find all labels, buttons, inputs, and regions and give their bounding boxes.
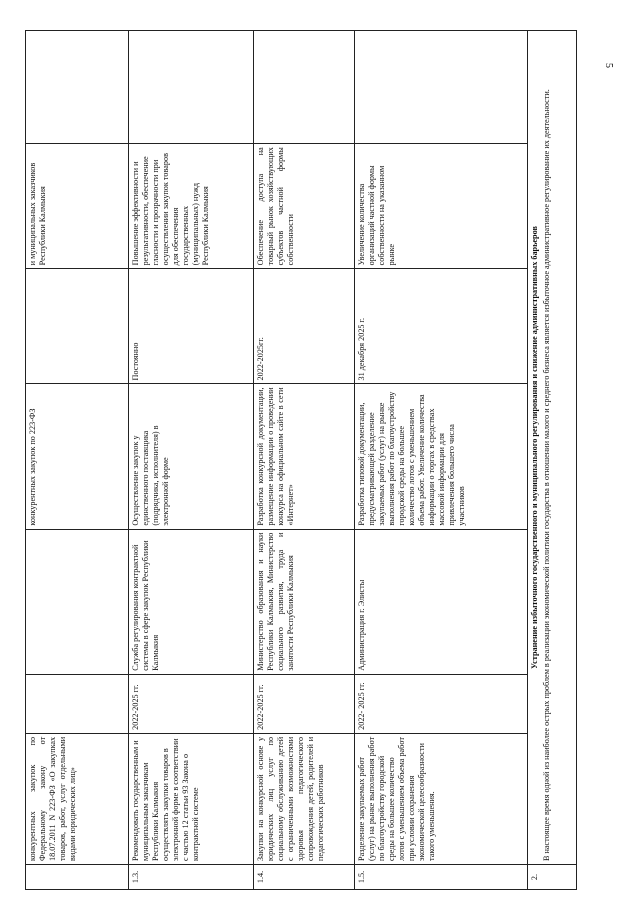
effect-cell: Обеспечение доступа на товарный рынок хозяйствующих субъектов частной формы собственности	[254, 144, 355, 269]
section-title: Устранение избыточного государственного и муниципального регулирования и снижение административных барьеров	[530, 226, 539, 669]
period-cell: 31 декабря 2025 г.	[355, 269, 528, 384]
measure-cell: Закупки на конкурсной основе у юридических лиц услуг по социальному обслуживанию детей с ограниченными возможностями здоровья педагогического сопровождения детей, родителей и педагогических работников	[254, 733, 355, 864]
executor-cell: Администрация г. Элисты	[355, 529, 528, 674]
effect-cell: Повышение эффективности и результативности, обеспечение гласности и прозрачности при осуществлении закупок товаров для обеспечения государственных (муниципальных) нужд Республики Калмыкия	[129, 144, 254, 269]
period-cell: 2022-2025гг.	[254, 269, 355, 384]
row-number	[26, 864, 129, 889]
section-cell	[528, 31, 577, 865]
effect-cell: и муниципальных заказчиков Республики Калмыкия	[26, 144, 129, 269]
executor-cell: Служба регулирования контрактной системы в сфере закупок Республики Калмыкия	[129, 529, 254, 674]
indicator-cell	[254, 31, 355, 144]
term-cell: 2022- 2025 гг.	[355, 674, 528, 733]
period-cell: Постоянно	[129, 269, 254, 384]
executor-cell: Министерство образования и науки Республики Калмыкия, Министерство социального развития, труда и занятости Республики Калмыкия	[254, 529, 355, 674]
section-number: 2.	[528, 864, 577, 889]
result-cell: Разработка типовой документации, предусматривающей разделение закупаемых работ (услуг) на рынке выполнения работ по благоустройству городской среды на большее количество лотов с уменьшением объема работ. Увеличение количества информации о торгах в средствах массовой информации для привлечения большего числа участников	[355, 384, 528, 529]
table-row	[355, 31, 528, 890]
row-number: 1.5.	[355, 864, 528, 889]
term-cell: 2022-2025 гг.	[254, 674, 355, 733]
table-row	[26, 31, 129, 890]
effect-cell: Увеличение количества организаций частной формы собственности на указанном рынке	[355, 144, 528, 269]
row-number: 1.3.	[129, 864, 254, 889]
indicator-cell	[26, 31, 129, 144]
section-row	[528, 31, 577, 890]
result-cell: Осуществление закупок у единственного поставщика (подрядчика, исполнителя) в электронной форме	[129, 384, 254, 529]
table-row	[254, 31, 355, 890]
term-cell: 2022-2025 гг.	[129, 674, 254, 733]
term-cell	[26, 674, 129, 733]
indicator-cell	[355, 31, 528, 144]
measures-table	[25, 30, 577, 890]
period-cell	[26, 269, 129, 384]
measure-cell: Разделение закупаемых работ (услуг) на рынке выполнения работ по благоустройству городской среды на большее количество лотов с уменьшением объема работ при условии сохранения экономической целесообразности такого уменьшения.	[355, 733, 528, 864]
section-text: В настоящее время одной из наиболее острых проблем в реализации экономической политики государства в отношении малого и среднего бизнеса является избыточное административное регулирование их деятельности.	[542, 89, 551, 861]
result-cell: Разработка конкурсной документации, размещение информации о проведении конкурса на официальном сайте в сети «Интернет»	[254, 384, 355, 529]
page-number: 5	[603, 63, 614, 68]
result-cell: конкурентных закупок по 223-ФЗ	[26, 384, 129, 529]
row-number: 1.4.	[254, 864, 355, 889]
executor-cell	[26, 529, 129, 674]
indicator-cell	[129, 31, 254, 144]
rotated-table-page	[25, 30, 585, 890]
measure-cell: конкурентных закупок по Федеральному закону от 18.07.2011 N 223-ФЗ «О закупках товаров, работ, услуг отдельными видами юридических лиц»	[26, 733, 129, 864]
measure-cell: Рекомендовать государственным и муниципальным заказчикам Республики Калмыкия осуществлять закупки товаров в электронной форме в соответствии с частью 12 статьи 93 Закона о контрактной системе	[129, 733, 254, 864]
table-row	[129, 31, 254, 890]
